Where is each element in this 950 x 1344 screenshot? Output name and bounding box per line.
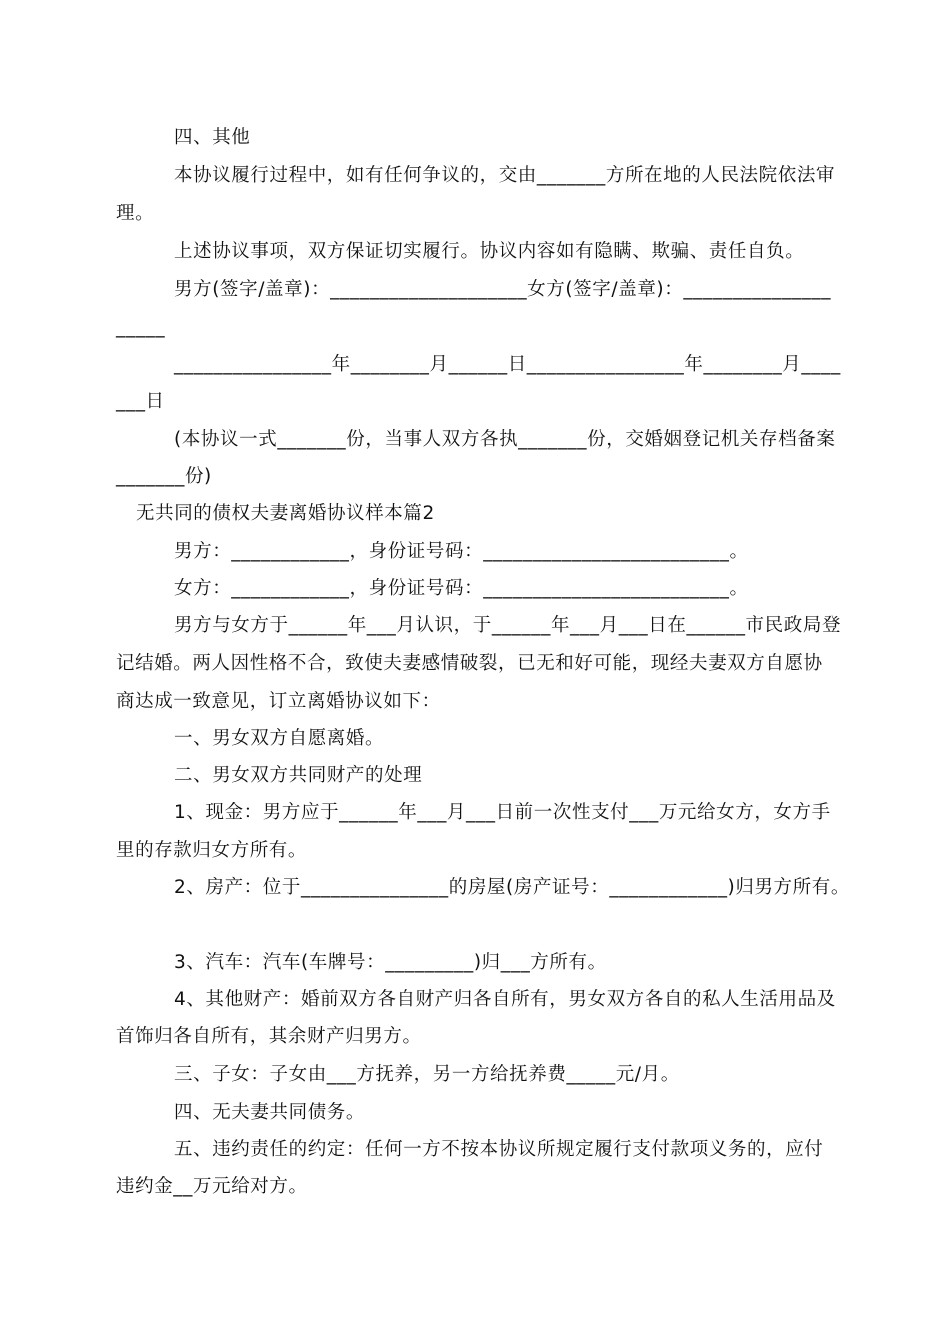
clause-2: 二、男女双方共同财产的处理 — [174, 765, 423, 786]
section-heading-other: 四、其他 — [174, 127, 251, 148]
section-title: 无共同的债权夫妻离婚协议样本篇2 — [136, 503, 435, 524]
paragraph-marriage-cont-2: 商达成一致意见，订立离婚协议如下： — [116, 691, 441, 712]
clause-5: 五、违约责任的约定：任何一方不按本协议所规定履行支付款项义务的，应付 — [174, 1139, 824, 1160]
clause-2-other: 4、其他财产：婚前双方各自财产归各自所有，男女双方各自的私人生活用品及 — [174, 989, 836, 1010]
clause-2-house: 2、房产：位于_______________的房屋(房产证号：____________)归男方所有。 — [174, 877, 850, 898]
clause-2-other-cont: 首饰归各自所有，其余财产归男方。 — [116, 1026, 422, 1047]
paragraph-dispute: 本协议履行过程中，如有任何争议的，交由_______方所在地的人民法院依法审 — [174, 165, 836, 186]
date-line: ________________年________月______日________________年________月____ — [174, 354, 841, 375]
copies-note-cont: _______份) — [116, 466, 212, 487]
date-line-cont: ___日 — [116, 391, 165, 412]
paragraph-marriage-cont-1: 记结婚。两人因性格不合，致使夫妻感情破裂，已无和好可能，现经夫妻双方自愿协 — [116, 653, 823, 674]
clause-4: 四、无夫妻共同债务。 — [174, 1102, 366, 1123]
wife-info: 女方：____________，身份证号码：_________________________。 — [174, 578, 749, 599]
paragraph-guarantee: 上述协议事项，双方保证切实履行。协议内容如有隐瞒、欺骗、责任自负。 — [174, 241, 805, 262]
clause-2-cash: 1、现金：男方应于______年___月___日前一次性支付___万元给女方，女方手 — [174, 802, 831, 823]
clause-5-cont: 违约金__万元给对方。 — [116, 1176, 308, 1197]
paragraph-dispute-cont: 理。 — [116, 203, 155, 224]
husband-info: 男方：____________，身份证号码：_________________________。 — [174, 541, 749, 562]
clause-1: 一、男女双方自愿离婚。 — [174, 728, 385, 749]
clause-2-cash-cont: 里的存款归女方所有。 — [116, 840, 308, 861]
paragraph-marriage: 男方与女方于______年___月认识，于______年___月___日在______市民政局登 — [174, 615, 842, 636]
signature-line: 男方(签字/盖章)：____________________女方(签字/盖章)：_______________ — [174, 279, 832, 300]
signature-line-cont: _____ — [116, 317, 166, 338]
clause-2-car: 3、汽车：汽车(车牌号：_________)归___方所有。 — [174, 952, 607, 973]
copies-note: (本协议一式_______份，当事人双方各执_______份，交婚姻登记机关存档备案 — [174, 429, 836, 450]
clause-3: 三、子女：子女由___方抚养，另一方给抚养费_____元/月。 — [174, 1064, 680, 1085]
